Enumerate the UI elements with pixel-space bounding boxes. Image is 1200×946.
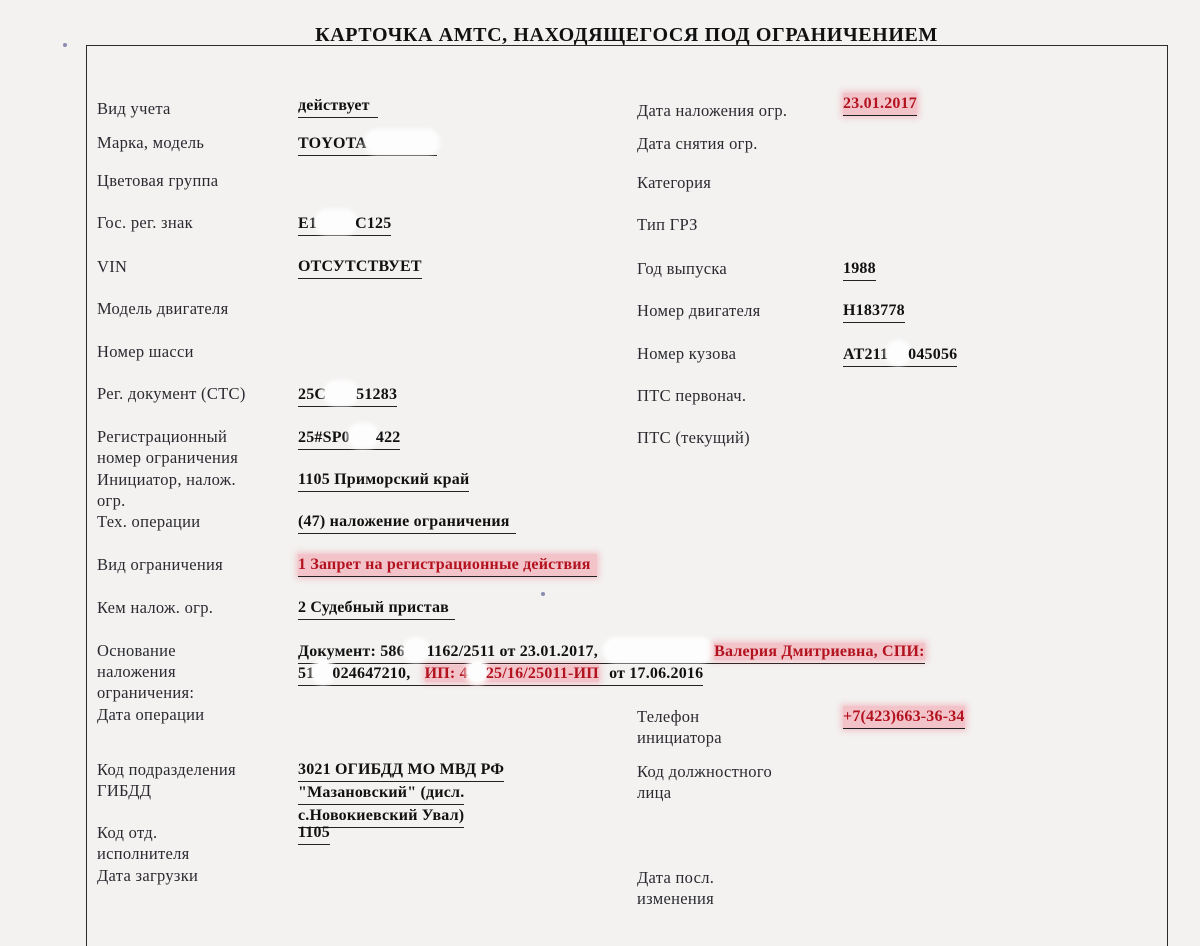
redaction-mark (606, 640, 710, 660)
label-marka: Марка, модель (97, 133, 205, 152)
label-reg-doc: Рег. документ (СТС) (97, 384, 246, 403)
value-osnovanie-line2: 51 024647210, ИП: 4 25/16/25011-ИП от 17.06.2016 (298, 662, 703, 686)
value-nomer-kuzova: AT211 045056 (843, 343, 957, 367)
redaction-mark (367, 132, 437, 152)
label-cvet: Цветовая группа (97, 171, 219, 190)
label-god-vyp: Год выпуска (637, 259, 728, 278)
label-kod-podr: Код подразделения ГИБДД (97, 760, 236, 800)
redaction-mark (405, 640, 427, 660)
label-vid-ucheta: Вид учета (97, 99, 171, 118)
redaction-mark (888, 343, 908, 363)
label-pts-perv: ПТС первонач. (637, 386, 747, 405)
value-marka: TOYOTA (298, 132, 437, 156)
label-iniciator: Инициатор, налож. огр. (97, 470, 236, 510)
redaction-mark (314, 662, 332, 682)
value-kod-isp: 1105 (298, 822, 330, 845)
scan-speck (63, 43, 67, 47)
label-kod-dolzh: Код должностного лица (637, 762, 773, 802)
value-iniciator: 1105 Приморский край (298, 469, 469, 492)
label-reg-nomer: Регистрационный номер ограничения (97, 427, 239, 467)
value-god-vyp: 1988 (843, 258, 876, 281)
label-osnovanie: Основание наложения ограничения: (97, 641, 195, 702)
label-telefon: Телефон инициатора (637, 707, 722, 747)
value-vin: ОТСУТСТВУЕТ (298, 256, 422, 279)
redaction-mark (350, 426, 376, 446)
value-vid-ucheta: действует (298, 95, 378, 118)
value-nomer-dvig: H183778 (843, 300, 905, 323)
label-nomer-dvig: Номер двигателя (637, 301, 761, 320)
label-kod-isp: Код отд. исполнителя (97, 823, 190, 863)
scan-speck (541, 592, 545, 596)
label-nomer-shassi: Номер шасси (97, 342, 194, 361)
label-gos-znak: Гос. рег. знак (97, 213, 193, 232)
label-nomer-kuzova: Номер кузова (637, 344, 737, 363)
value-telefon: +7(423)663-36-34 (843, 706, 965, 729)
redaction-mark (317, 212, 355, 232)
label-data-snyat: Дата снятия огр. (637, 134, 758, 153)
label-data-posl: Дата посл. изменения (637, 868, 715, 908)
label-data-oper: Дата операции (97, 705, 205, 724)
label-tip-grz: Тип ГРЗ (637, 215, 698, 234)
label-model-dvig: Модель двигателя (97, 299, 229, 318)
label-data-nalozh: Дата наложения огр. (637, 101, 788, 120)
label-vin: VIN (97, 257, 128, 276)
label-kem-nalozh: Кем налож. огр. (97, 598, 214, 617)
value-reg-doc: 25С 51283 (298, 383, 397, 407)
label-kategoriya: Категория (637, 173, 712, 192)
value-data-nalozh: 23.01.2017 (843, 93, 917, 116)
label-data-zagr: Дата загрузки (97, 866, 199, 885)
redaction-mark (326, 383, 356, 403)
label-vid-ogr: Вид ограничения (97, 555, 223, 574)
label-teh-oper: Тех. операции (97, 512, 201, 531)
label-pts-tek: ПТС (текущий) (637, 428, 750, 447)
card-frame (86, 45, 1168, 946)
value-gos-znak: E1 C125 (298, 212, 391, 236)
value-osnovanie-line1: Документ: 586 1162/2511 от 23.01.2017, Валерия Дмитриевна, СПИ: (298, 640, 925, 664)
value-teh-oper: (47) наложение ограничения (298, 511, 516, 534)
value-reg-nomer: 25#SP0 422 (298, 426, 400, 450)
redaction-mark (468, 662, 486, 682)
value-vid-ogr: 1 Запрет на регистрационные действия (298, 554, 597, 577)
value-kod-podr: 3021 ОГИБДД МО МВД РФ "Мазановский" (дисл. с.Новокиевский Увал) (298, 759, 504, 828)
value-kem-nalozh: 2 Судебный пристав (298, 597, 455, 620)
page-title: КАРТОЧКА АМТС, НАХОДЯЩЕГОСЯ ПОД ОГРАНИЧЕНИЕМ (315, 24, 938, 46)
